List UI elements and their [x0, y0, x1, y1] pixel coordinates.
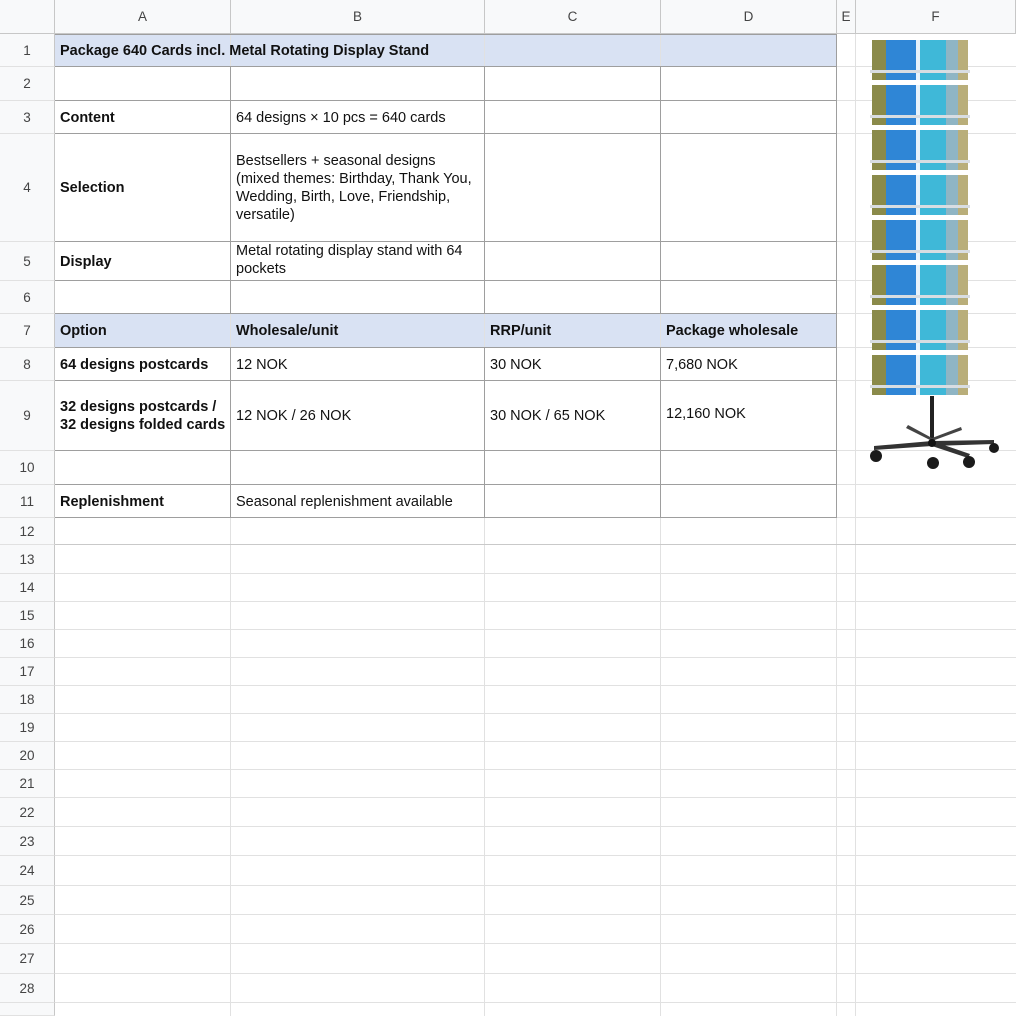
grid-row-line	[55, 713, 1016, 714]
row-header-11[interactable]: 11	[0, 485, 55, 518]
card-slot	[920, 175, 946, 215]
card-slot	[916, 130, 920, 170]
row-header-13[interactable]: 13	[0, 545, 55, 574]
card-slot	[958, 355, 968, 395]
card-slot	[916, 85, 920, 125]
wholesale-unit-cell[interactable]: 12 NOK	[236, 356, 288, 373]
card-slot	[920, 130, 946, 170]
row-header-25[interactable]: 25	[0, 886, 55, 915]
wire-rack	[870, 295, 970, 298]
grid-row-line	[55, 629, 1016, 630]
card-slot	[872, 85, 886, 125]
wholesale-unit-cell[interactable]: 12 NOK / 26 NOK	[236, 408, 352, 424]
card-slot	[946, 130, 958, 170]
card-slot	[872, 310, 886, 350]
card-slot	[872, 220, 886, 260]
card-slot	[886, 310, 916, 350]
row-header-19[interactable]: 19	[0, 714, 55, 742]
row-header-12[interactable]: 12	[0, 518, 55, 545]
card-slot	[958, 265, 968, 305]
display-label[interactable]: Display	[60, 253, 112, 270]
wire-rack	[870, 160, 970, 163]
card-slot	[916, 175, 920, 215]
rotating-card-display-stand-icon[interactable]	[866, 36, 1000, 476]
row-header-14[interactable]: 14	[0, 574, 55, 602]
card-slot	[958, 85, 968, 125]
row-header-10[interactable]: 10	[0, 451, 55, 485]
card-slot	[958, 310, 968, 350]
row-header-18[interactable]: 18	[0, 686, 55, 714]
card-slot	[946, 85, 958, 125]
card-slot	[916, 220, 920, 260]
grid-row-line	[55, 943, 1016, 944]
card-slot	[946, 220, 958, 260]
row-header-22[interactable]: 22	[0, 798, 55, 827]
header-option[interactable]: Option	[60, 323, 107, 339]
card-slot	[916, 40, 920, 80]
card-slot	[958, 40, 968, 80]
grid-row-line	[55, 685, 1016, 686]
card-slot	[920, 355, 946, 395]
selection-label[interactable]: Selection	[60, 180, 125, 196]
grid-row-line	[55, 914, 1016, 915]
row-header-23[interactable]: 23	[0, 827, 55, 856]
grid-row-line	[55, 741, 1016, 742]
grid-row-line	[55, 601, 1016, 602]
card-slot	[946, 40, 958, 80]
card-slot	[872, 175, 886, 215]
grid-row-line	[55, 855, 1016, 856]
display-value[interactable]: Metal rotating display stand with 64 pockets	[236, 243, 463, 277]
header-package-wholesale[interactable]: Package wholesale	[666, 323, 799, 339]
content-value[interactable]: 64 designs × 10 pcs = 640 cards	[236, 109, 446, 126]
replenishment-value[interactable]: Seasonal replenishment available	[236, 493, 453, 510]
option-cell[interactable]: 64 designs postcards	[60, 356, 209, 373]
card-slot	[872, 265, 886, 305]
title-cell[interactable]: Package 640 Cards incl. Metal Rotating Display Stand	[60, 42, 430, 59]
grid-row-line	[55, 573, 1016, 574]
wire-rack	[870, 340, 970, 343]
grid-row-line	[55, 973, 1016, 974]
card-slot	[920, 310, 946, 350]
rrp-unit-cell[interactable]: 30 NOK / 65 NOK	[490, 408, 606, 424]
card-slot	[920, 220, 946, 260]
grid-row-line	[55, 769, 1016, 770]
card-slot	[920, 40, 946, 80]
card-slot	[946, 175, 958, 215]
grid-row-line	[55, 797, 1016, 798]
card-slot	[886, 265, 916, 305]
header-rrp-unit[interactable]: RRP/unit	[490, 323, 552, 339]
row-header-1[interactable]: 1	[0, 34, 55, 67]
row-header-4[interactable]: 4	[0, 134, 55, 242]
row-header-7[interactable]: 7	[0, 314, 55, 348]
row-header-8[interactable]: 8	[0, 348, 55, 381]
column-header-b[interactable]: B	[231, 0, 485, 34]
row-header-5[interactable]: 5	[0, 242, 55, 281]
card-slot	[958, 220, 968, 260]
row-header-29-partial[interactable]	[0, 1003, 55, 1016]
card-slot	[916, 265, 920, 305]
card-slot	[886, 355, 916, 395]
row-header-21[interactable]: 21	[0, 770, 55, 798]
card-slot	[886, 130, 916, 170]
row-header-27[interactable]: 27	[0, 944, 55, 974]
card-slot	[916, 310, 920, 350]
row-header-24[interactable]: 24	[0, 856, 55, 886]
row-header-17[interactable]: 17	[0, 658, 55, 686]
wire-rack	[870, 385, 970, 388]
grid-row-line	[55, 826, 1016, 827]
card-slot	[920, 265, 946, 305]
row-header-6[interactable]: 6	[0, 281, 55, 314]
wire-rack	[870, 70, 970, 73]
column-header-a[interactable]: A	[55, 0, 231, 34]
header-wholesale-unit[interactable]: Wholesale/unit	[236, 323, 339, 339]
card-slot	[886, 85, 916, 125]
select-all-corner[interactable]	[0, 0, 55, 34]
column-header-e[interactable]: E	[837, 0, 856, 34]
grid-row-line	[55, 544, 1016, 545]
selection-value[interactable]: Bestsellers + seasonal designs (mixed themes: Birthday, Thank You, Wedding, Birth, Love, Friendship, versatile)	[236, 153, 472, 223]
card-slot	[886, 175, 916, 215]
wire-rack	[870, 205, 970, 208]
row-header-26[interactable]: 26	[0, 915, 55, 944]
card-slot	[920, 85, 946, 125]
rrp-unit-cell[interactable]: 30 NOK	[490, 356, 542, 373]
replenishment-label[interactable]: Replenishment	[60, 493, 164, 510]
grid-row-line	[55, 885, 1016, 886]
card-slot	[886, 40, 916, 80]
column-header-f[interactable]: F	[856, 0, 1016, 34]
wire-rack	[870, 250, 970, 253]
card-slot	[958, 130, 968, 170]
card-slot	[886, 220, 916, 260]
card-slot	[958, 175, 968, 215]
row-header-20[interactable]: 20	[0, 742, 55, 770]
option-cell[interactable]: 32 designs postcards / 32 designs folded cards	[60, 399, 226, 433]
table-border	[660, 67, 661, 314]
card-slot	[872, 40, 886, 80]
row-header-3[interactable]: 3	[0, 101, 55, 134]
grid-col-ef	[855, 34, 856, 1016]
package-wholesale-cell[interactable]: 12,160 NOK	[666, 406, 746, 422]
row-header-2[interactable]: 2	[0, 67, 55, 101]
row-header-9[interactable]: 9	[0, 381, 55, 451]
card-slot	[946, 310, 958, 350]
wire-rack	[870, 115, 970, 118]
grid-row-line	[55, 657, 1016, 658]
package-wholesale-cell[interactable]: 7,680 NOK	[666, 356, 738, 373]
content-label[interactable]: Content	[60, 109, 115, 126]
card-slot	[946, 265, 958, 305]
row-header-15[interactable]: 15	[0, 602, 55, 630]
row-header-28[interactable]: 28	[0, 974, 55, 1003]
row-header-16[interactable]: 16	[0, 630, 55, 658]
grid-row-line	[55, 1002, 1016, 1003]
card-slot	[946, 355, 958, 395]
column-header-c[interactable]: C	[485, 0, 661, 34]
card-slot	[872, 130, 886, 170]
card-slot	[872, 355, 886, 395]
column-header-d[interactable]: D	[661, 0, 837, 34]
card-slot	[916, 355, 920, 395]
